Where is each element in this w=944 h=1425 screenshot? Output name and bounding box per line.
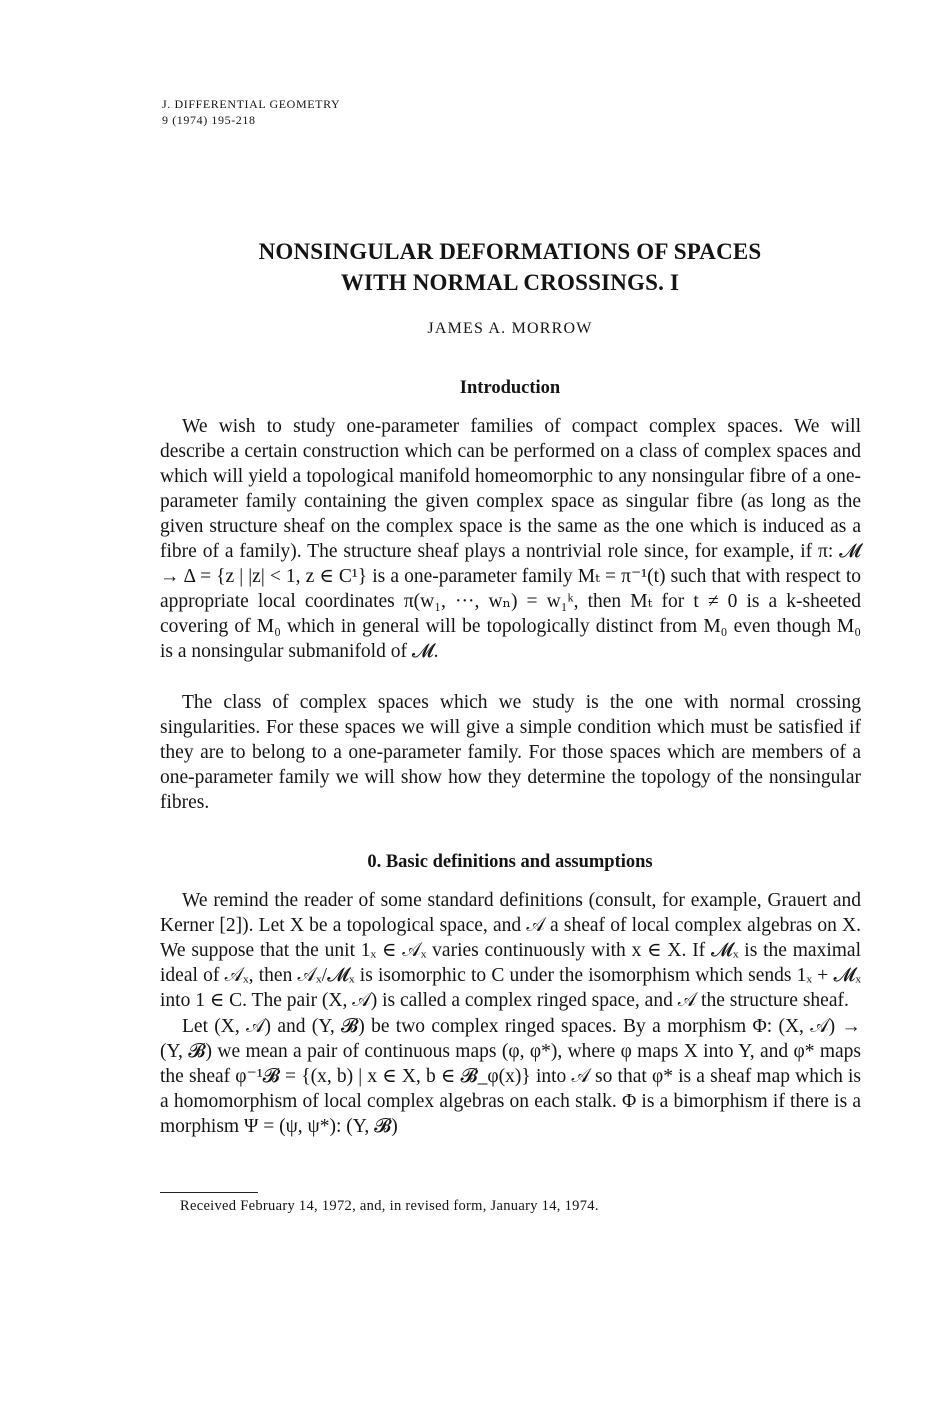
author-name: JAMES A. MORROW [427,320,593,337]
footnote-divider [160,1192,258,1193]
journal-name: J. DIFFERENTIAL GEOMETRY [162,97,341,111]
footnote-received: Received February 14, 1972, and, in revised form, January 14, 1974. [180,1198,599,1214]
journal-citation: 9 (1974) 195-218 [162,113,256,127]
intro-paragraph-1: We wish to study one-parameter families of compact complex spaces. We will describe a certain construction which can be performed on a class of complex spaces and which will yield a topological manifold homeomorphic to any nonsingular fibre of a one-parameter family containing the given complex space as singular fibre (as long as the given structure sheaf on the complex space is the same as the one which is induced as a fibre of a family). The structure sheaf plays a nontrivial role since, for example, if π: 𝓜 → Δ = {z | |z| < 1, z ∈ C¹} is a one-parameter family Mₜ = π⁻¹(t) such that with respect to appropriate local coordinates π(w₁, ···, wₙ) = w₁ᵏ, then Mₜ for t ≠ 0 is a k-sheeted covering of M₀ which in general will be topologically distinct from M₀ even though M₀ is a nonsingular submanifold of 𝓜. [160,416,861,662]
title-line-1: NONSINGULAR DEFORMATIONS OF SPACES [258,239,762,264]
paper-title [160,236,860,298]
title-line-2: WITH NORMAL CROSSINGS. I [340,270,680,295]
section-0-paragraph-2: Let (X, 𝒜) and (Y, 𝓑) be two complex ringed spaces. By a morphism Φ: (X, 𝒜) → (Y, 𝓑) we mean a pair of continuous maps (φ, φ*), where φ maps X into Y, and φ* maps the sheaf φ⁻¹𝓑 = {(x, b) | x ∈ X, b ∈ 𝓑_φ(x)} into 𝒜 so that φ* is a sheaf map which is a homomorphism of local complex algebras on each stalk. Φ is a bimorphism if there is a morphism Ψ = (ψ, ψ*): (Y, 𝓑) [160,1016,861,1137]
introduction-heading: Introduction [459,378,561,398]
section-0-heading: 0. Basic definitions and assumptions [367,852,653,872]
section-0-paragraph-1: We remind the reader of some standard definitions (consult, for example, Grauert and Kerner [2]). Let X be a topological space, and 𝒜 a sheaf of local complex algebras on X. We suppose that the unit 1ₓ ∈ 𝒜ₓ varies continuously with x ∈ X. If 𝓜ₓ is the maximal ideal of 𝒜ₓ, then 𝒜ₓ/𝓜ₓ is isomorphic to C under the isomorphism which sends 1ₓ + 𝓜ₓ into 1 ∈ C. The pair (X, 𝒜) is called a complex ringed space, and 𝒜 the structure sheaf. [160,890,861,1011]
journal-header [162,96,340,128]
intro-paragraph-2: The class of complex spaces which we study is the one with normal crossing singularities. For these spaces we will give a simple condition which must be satisfied if they are to belong to a one-parameter family. For those spaces which are members of a one-parameter family we will show how they determine the topology of the nonsingular fibres. [160,692,861,813]
